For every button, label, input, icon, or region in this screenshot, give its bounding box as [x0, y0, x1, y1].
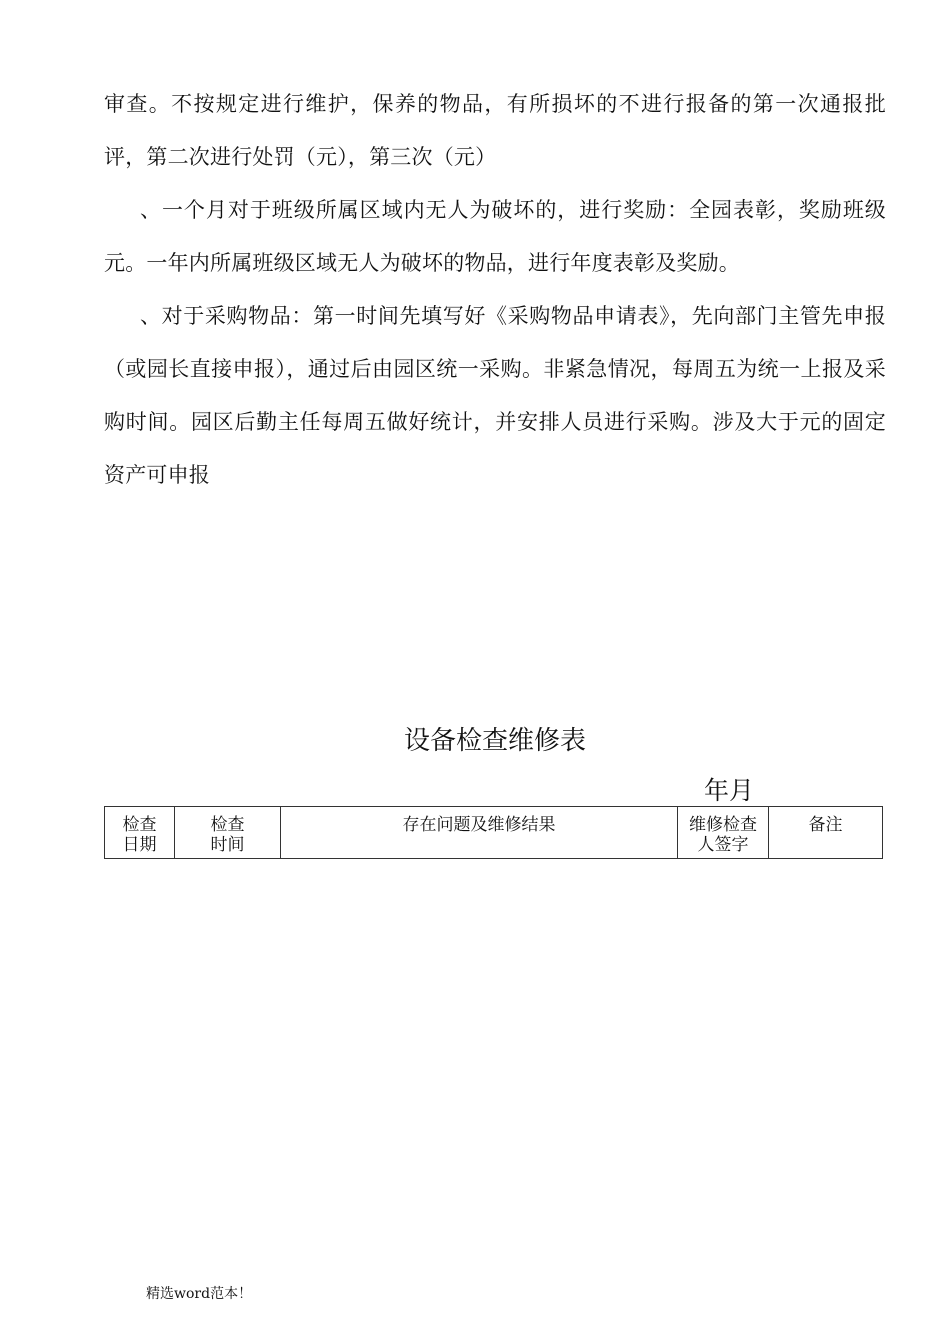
header-inspection-time	[175, 807, 281, 859]
table-header-row	[105, 807, 883, 859]
paragraph-inspection-penalty: 审查。不按规定进行维护，保养的物品，有所损坏的不进行报备的第一次通报批评，第二次进行处罚（元），第三次（元）	[104, 92, 886, 169]
header-inspection-date	[105, 807, 175, 859]
paragraph-monthly-reward: 、一个月对于班级所属区域内无人为破坏的，进行奖励：全园表彰，奖励班级元。一年内所属班级区域无人为破坏的物品，进行年度表彰及奖励。	[104, 198, 886, 275]
header-repair-signature	[678, 807, 769, 859]
header-remarks	[769, 807, 883, 859]
header-line: 存在问题及维修结果	[402, 815, 556, 835]
table-title: 设备检查维修表	[403, 726, 586, 756]
header-line: 维修检查	[689, 815, 757, 835]
equipment-inspection-table	[104, 806, 883, 859]
year-month-label: 年月	[704, 776, 755, 805]
header-line: 检查	[210, 815, 245, 835]
header-line: 备注	[808, 815, 843, 835]
header-line: 人签字	[697, 835, 749, 855]
header-line: 检查	[122, 815, 157, 835]
header-issues-and-results	[281, 807, 678, 859]
header-line: 时间	[210, 835, 245, 855]
paragraph-purchasing: 、对于采购物品：第一时间先填写好《采购物品申请表》，先向部门主管先申报（或园长直接申报），通过后由园区统一采购。非紧急情况，每周五为统一上报及采购时间。园区后勤主任每周五做好统计，并安排人员进行采购。涉及大于元的固定资产可申报	[104, 304, 886, 487]
header-line: 日期	[122, 835, 157, 855]
footer-note: 精选word范本！	[146, 1286, 253, 1302]
document-body	[104, 78, 886, 502]
